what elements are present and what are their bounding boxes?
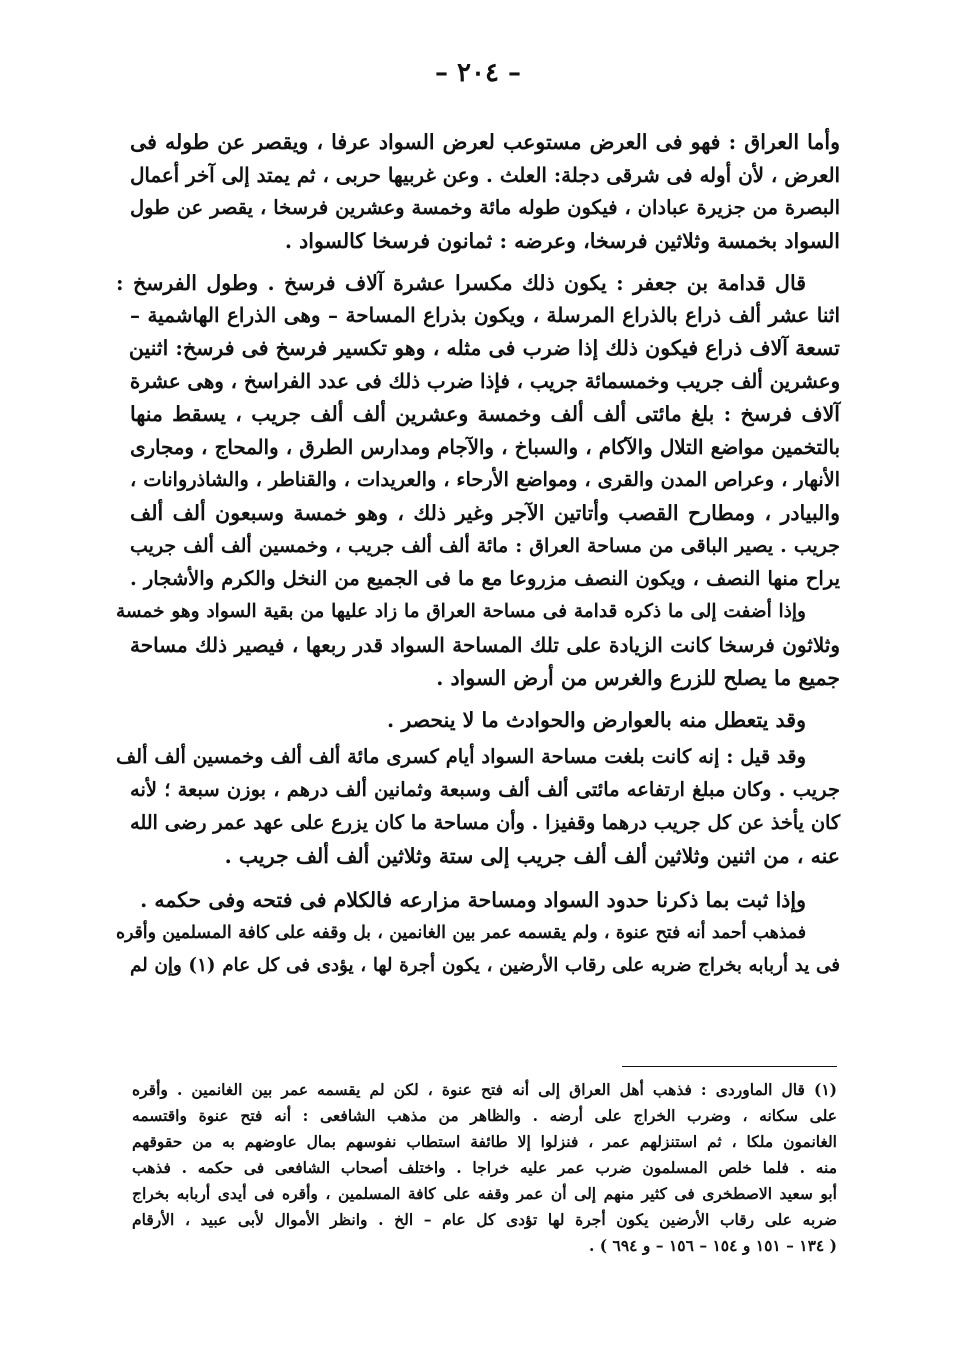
footnote-line: أبو سعيد الاصطخرى فى كثير منهم إلى أن عمر وقفه على كافة المسلمين ، وأقره فى أيدى أربابه بخراج bbox=[132, 1184, 837, 1203]
footnote-divider bbox=[622, 1066, 837, 1067]
body-line: وإذا ثبت بما ذكرنا حدود السواد ومساحة مزارعه فالكلام فى فتحه وفى حكمه . bbox=[140, 888, 806, 912]
body-line: جميع ما يصلح للزرع والغرس من أرض السواد . bbox=[436, 666, 840, 690]
body-line: السواد بخمسة وثلاثين فرسخا، وعرضه : ثمانون فرسخا كالسواد . bbox=[284, 229, 840, 253]
body-line: وثلاثون فرسخا كانت الزيادة على تلك المساحة السواد قدر ربعها ، فيصير ذلك مساحة bbox=[130, 633, 840, 657]
body-line: البصرة من جزيرة عبادان ، فيكون طوله مائة وخمسة وعشرين فرسخا ، يقصر عن طول bbox=[130, 196, 840, 219]
body-line: وقد قيل : إنه كانت بلغت مساحة السواد أيام كسرى مائة ألف ألف وخمسين ألف ألف bbox=[116, 745, 806, 768]
body-line: اثنا عشر ألف ذراع بالذراع المرسلة ، ويكون بذراع المساحة – وهى الذراع الهاشمية – bbox=[130, 303, 840, 327]
body-line: والبيادر ، ومطارح القصب وأتاتين الآجر وغير ذلك ، وهو خمسة وسبعون ألف ألف bbox=[130, 501, 840, 525]
body-line: وإذا أضفت إلى ما ذكره قدامة فى مساحة العراق ما زاد عليها من بقية السواد وهو خمسة bbox=[116, 601, 806, 622]
body-line: الأنهار ، وعراص المدن والقرى ، ومواضع الأرحاء ، والعريدات ، والقناطر ، والشاذروانات ، bbox=[130, 468, 840, 491]
body-line: فى يد أربابه بخراج ضربه على رقاب الأرضين ، يكون أجرة لها ، يؤدى فى كل عام (١) وإن لم bbox=[130, 955, 840, 976]
body-line: تسعة آلاف ذراع فيكون ذلك إذا ضرب فى مثله ، وهو تكسير فرسخ فى فرسخ: اثنين bbox=[128, 336, 840, 360]
body-line: جريب . وكان مبلغ ارتفاعه مائتى ألف ألف وسبعة وثمانين ألف درهم ، بوزن سبعة ؛ لأنه bbox=[130, 778, 840, 801]
body-line: وأما العراق : فهو فى العرض مستوعب لعرض السواد عرفا ، ويقصر عن طوله فى bbox=[130, 130, 840, 154]
footnote-line: (١) قال الماوردى : فذهب أهل العراق إلى أنه فتح عنوة ، لكن لم يقسمه عمر بين الغانمين . وأقره bbox=[132, 1080, 837, 1099]
body-line: جريب . يصير الباقى من مساحة العراق : مائة ألف ألف جريب ، وخمسين ألف ألف جريب bbox=[130, 535, 840, 557]
body-line: فمذهب أحمد أنه فتح عنوة ، ولم يقسمه عمر بين الغانمين ، بل وقفه على كافة المسلمين وأقره bbox=[116, 923, 806, 943]
body-line: بالتخمين مواضع التلال والآكام ، والسباخ ، والآجام ومدارس الطرق ، والمحاج ، ومجارى bbox=[130, 435, 840, 459]
body-line: آلاف فرسخ : بلغ مائتى ألف ألف وخمسة وعشرين ألف ألف جريب ، يسقط منها bbox=[130, 402, 840, 426]
footnote-line: منه . فلما خلص المسلمون ضرب عمر عليه خراجا . واختلف أصحاب الشافعى فى حكمه . فذهب bbox=[132, 1158, 837, 1177]
body-line: عنه ، من اثنين وثلاثين ألف ألف جريب إلى ستة وثلاثين ألف ألف جريب . bbox=[224, 844, 840, 868]
footnote-line: ضربه على رقاب الأرضين يكون أجرة لها تؤدى كل عام – الخ . وانظر الأموال لأبى عبيد ، الأرقام bbox=[132, 1210, 837, 1229]
body-line: يراح منها النصف ، ويكون النصف مزروعا مع ما فى الجميع من النخل والكرم والأشجار . bbox=[130, 567, 840, 590]
body-line: العرض ، لأن أوله فى شرقى دجلة: العلث . وعن غربيها حربى ، ثم يمتد إلى آخر أعمال bbox=[130, 163, 840, 187]
page-number: – ٢٠٤ – bbox=[434, 58, 522, 88]
body-line: كان يأخذ عن كل جريب درهما وقفيزا . وأن مساحة ما كان يزرع على عهد عمر رضى الله bbox=[130, 811, 840, 834]
body-line: وقد يتعطل منه بالعوارض والحوادث ما لا ينحصر . bbox=[387, 708, 806, 732]
footnote-line: ( ١٣٤ – ١٥١ و ١٥٤ – ١٥٦ – و ٦٩٤ ) . bbox=[589, 1236, 837, 1255]
body-line: وعشرين ألف جريب وخمسمائة جريب ، فإذا ضرب ذلك فى عدد الفراسخ ، وهى عشرة bbox=[129, 369, 840, 393]
footnote-line: الغانمون ملكا ، ثم استنزلهم عمر ، فنزلوا إلا طائفة استطاب نفوسهم بمال عاوضهم به من حقوقهم bbox=[132, 1132, 837, 1151]
footnote-line: على سكانه ، وضرب الخراج على أرضه . والظاهر من مذهب الشافعى : أنه فتح عنوة واقتسمه bbox=[132, 1106, 837, 1125]
body-line: قال قدامة بن جعفر : يكون ذلك مكسرا عشرة آلاف فرسخ . وطول الفرسخ : bbox=[116, 271, 806, 295]
